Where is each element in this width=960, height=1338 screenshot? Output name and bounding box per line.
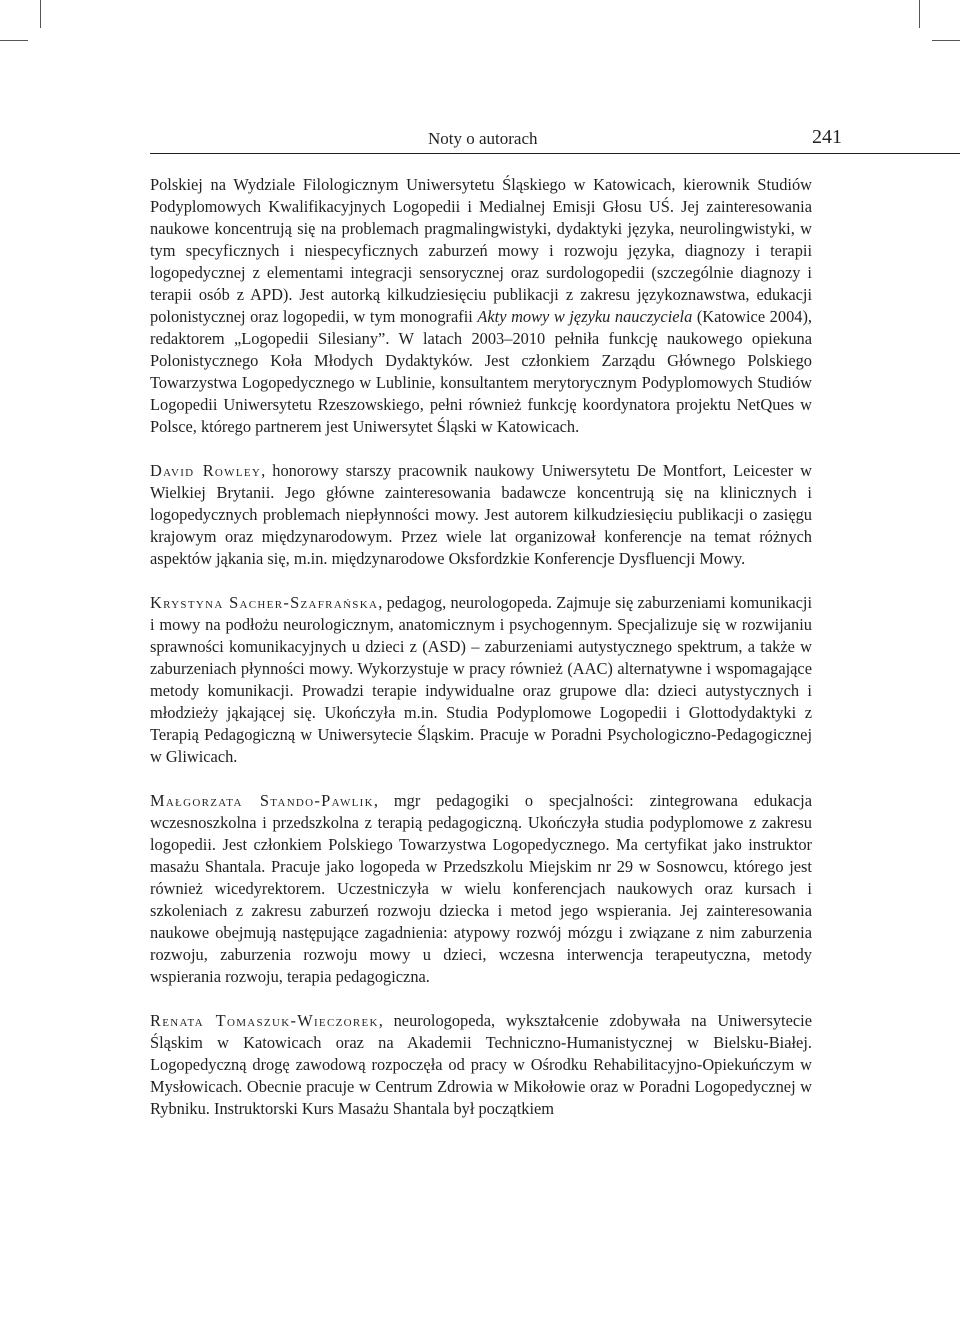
bio-text: , neurologopeda, wykształcenie zdobywała na Uniwersytecie Śląskim w Katowicach oraz na Akademii Techniczno-Humanistycznej w Bielsku-Białej. Logopedyczną drogę zawodową rozpoczęła od pracy w Ośrodku Rehabilitacyjno-Opiekuńczym w Mysłowicach. Obecnie pracuje w Centrum Zdrowia w Mikołowie oraz w Poradni Logopedycznej w Rybniku. Instruktorski Kurs Masażu Shantala był początkiem — [150, 1011, 812, 1118]
header-rule — [150, 153, 960, 154]
bio-paragraph — [150, 174, 812, 438]
running-head: Noty o autorach — [428, 129, 538, 148]
author-name: David Rowley — [150, 461, 262, 480]
crop-mark — [40, 0, 41, 28]
bio-text: , honorowy starszy pracownik naukowy Uniwersytetu De Montfort, Leicester w Wielkiej Brytanii. Jego główne zainteresowania badawcze koncentrują się na klinicznych i logopedycznych problemach niepłynności mowy. Jest autorem kilkudziesięciu publikacji o zasięgu krajowym oraz międzynarodowym. Przez wiele lat organizował konferencje na temat różnych aspektów jąkania się, m.in. międzynarodowe Oksfordzkie Konferencje Dysfluencji Mowy. — [150, 461, 812, 568]
bio-text: (Katowice 2004), redaktorem „Logopedii Silesiany”. W latach 2003–2010 pełniła funkcję naukowego opiekuna Polonistycznego Koła Młodych Dydaktyków. Jest członkiem Zarządu Głównego Polskiego Towarzystwa Logopedycznego w Lublinie, konsultantem merytorycznym Podyplomowych Studiów Logopedii Uniwersytetu Rzeszowskiego, pełni również funkcję koordynatora projektu NetQues w Polsce, którego partnerem jest Uniwersytet Śląski w Katowicach. — [150, 307, 813, 436]
bio-paragraph — [150, 790, 812, 988]
bio-paragraph — [150, 1010, 812, 1120]
author-name: Renata Tomaszuk-Wieczorek — [150, 1011, 379, 1030]
bio-text: , mgr pedagogiki o specjalności: zintegrowana edukacja wczesnoszkolna i przedszkolna z terapią pedagogiczną. Ukończyła studia podyplomowe z zakresu logopedii. Jest członkiem Polskiego Towarzystwa Logopedycznego. Ma certyfikat jako instruktor masażu Shantala. Pracuje jako logopeda w Przedszkolu Miejskim nr 29 w Sosnowcu, którego jest również wicedyrektorem. Uczestniczyła w wielu konferencjach naukowych oraz kursach i szkoleniach z zakresu zaburzeń rozwoju dziecka i metod jego wspierania. Jej zainteresowania naukowe obejmują następujące zagadnienia: atypowy rozwój mózgu i związane z nim zaburzenia rozwoju, zaburzenia rozwoju mowy u dzieci, wczesna interwencja terapeutyczna, metody wspierania rozwoju, terapia pedagogiczna. — [150, 791, 813, 986]
author-notes — [150, 174, 812, 1120]
page-header — [150, 128, 960, 154]
bio-text: , pedagog, neurologopeda. Zajmuje się zaburzeniami komunikacji i mowy na podłożu neurologicznym, anatomicznym i psychogennym. Specjalizuje się w rozwijaniu sprawności komunikacyjnych u dzieci z (ASD) – zaburzeniami autystycznego spektrum, a także w zaburzeniach płynności mowy. Wykorzystuje w pracy również (AAC) alternatywne i wspomagające metody komunikacji. Prowadzi terapie indywidualne oraz grupowe dla: dzieci autystycznych i młodzieży jąkającej się. Ukończyła m.in. Studia Podyplomowe Logopedii i Glottodydaktyki z Terapią Pedagogiczną w Uniwersytecie Śląskim. Pracuje w Poradni Psychologiczno-Pedagogicznej w Gliwicach. — [150, 593, 812, 766]
bio-paragraph — [150, 592, 812, 768]
author-name: Małgorzata Stando-Pawlik — [150, 791, 374, 810]
bio-text: Polskiej na Wydziale Filologicznym Uniwersytetu Śląskiego w Katowicach, kierownik Studiów Podyplomowych Kwalifikacyjnych Logopedii i Medialnej Emisji Głosu UŚ. Jej zainteresowania naukowe koncentrują się na problemach pragmalingwistyki, dydaktyki języka, neurolingwistyki, w tym specyficznych i niespecyficznych zaburzeń mowy i rozwoju języka, diagnozy i terapii logopedycznej z elementami integracji sensorycznej oraz surdologopedii (szczególnie diagnozy i terapii osób z APD). Jest autorką kilkudziesięciu publikacji z zakresu językoznawstwa, edukacji polonistycznej oraz logopedii, w tym monografii — [150, 175, 812, 326]
crop-mark — [0, 40, 28, 41]
bio-paragraph — [150, 460, 812, 570]
crop-mark — [919, 0, 920, 28]
book-title: Akty mowy w języku nauczyciela — [477, 307, 693, 326]
author-name: Krystyna Sacher-Szafrańska — [150, 593, 379, 612]
page-number: 241 — [812, 126, 842, 148]
crop-mark — [932, 40, 960, 41]
